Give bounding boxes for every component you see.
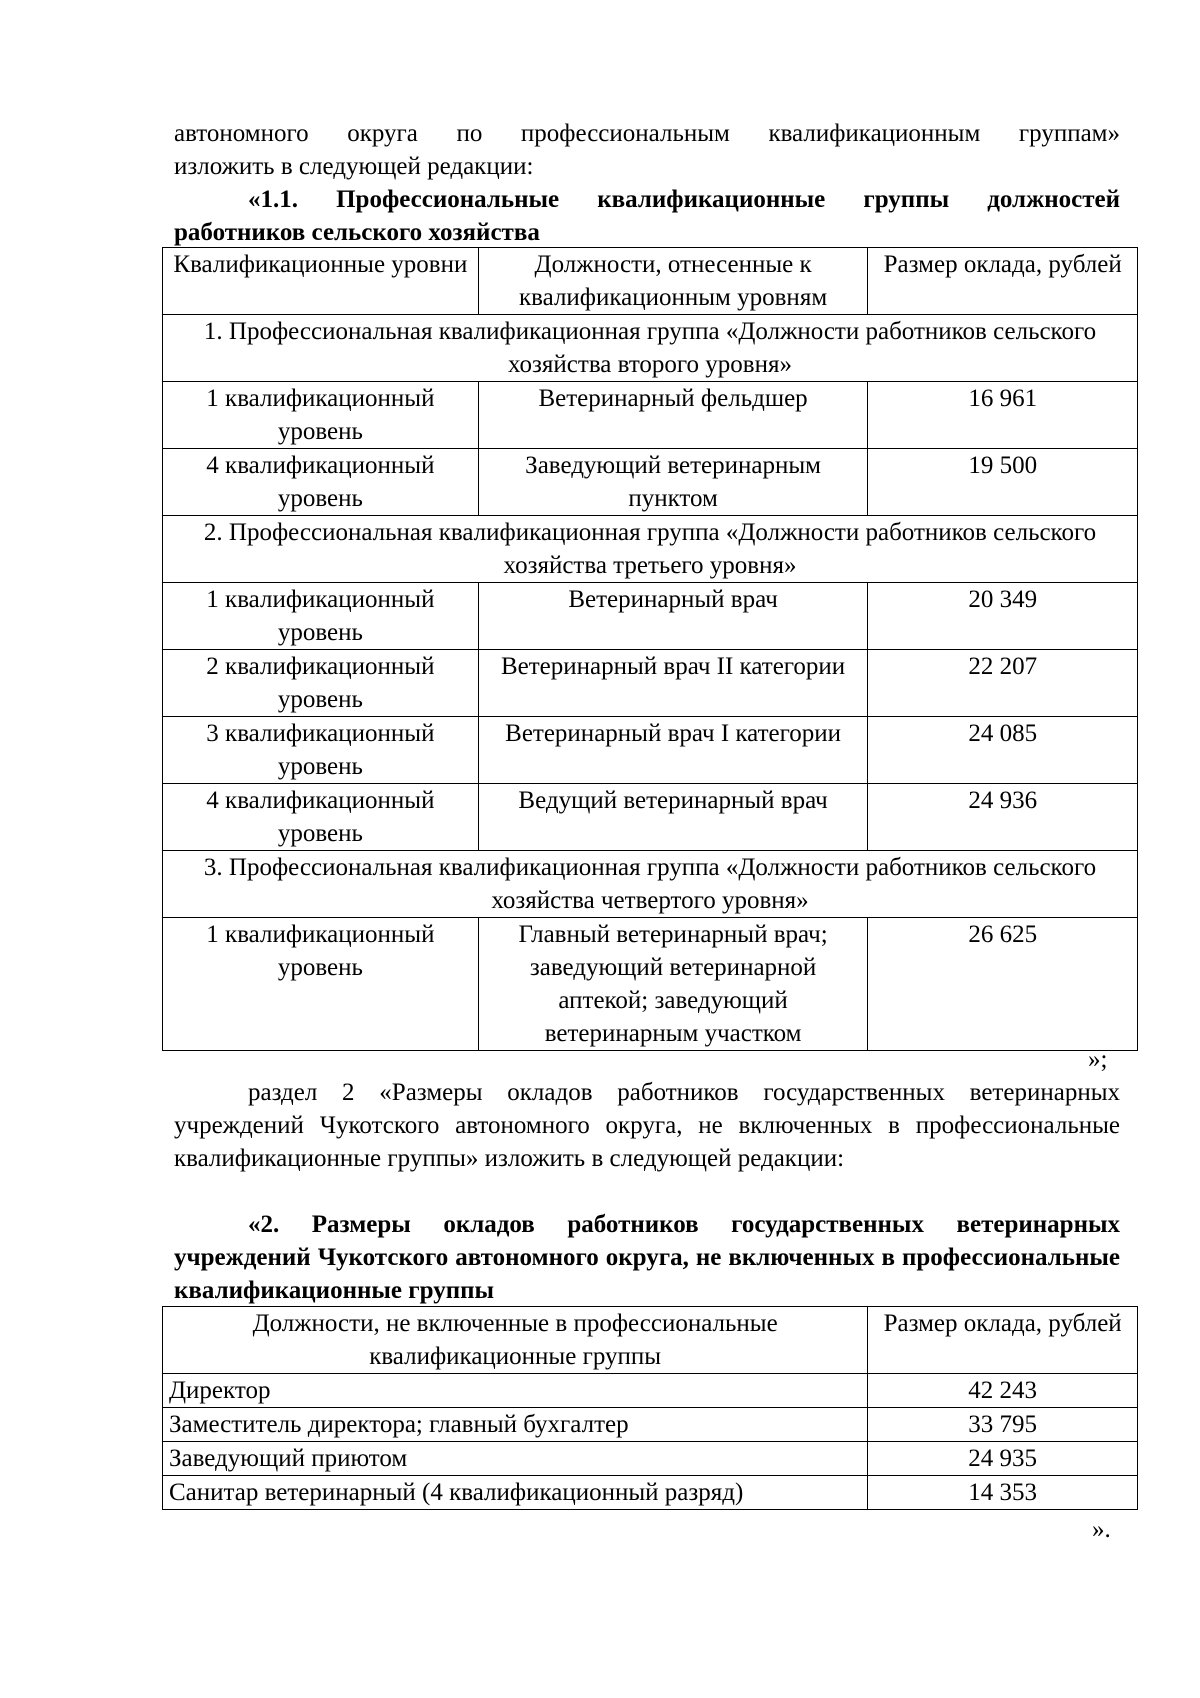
other-positions-table [162, 1306, 1138, 1510]
salary-cell: 14 353 [868, 1476, 1138, 1510]
table-row [163, 1476, 1138, 1510]
salary-cell: 24 085 [868, 717, 1138, 784]
table-row [163, 382, 1138, 449]
table-header-row [163, 1307, 1138, 1374]
salary-cell: 42 243 [868, 1374, 1138, 1408]
level-cell: 4 квалификационный уровень [163, 449, 479, 516]
table-row [163, 717, 1138, 784]
level-cell: 1 квалификационный уровень [163, 382, 479, 449]
level-cell: 1 квалификационный уровень [163, 918, 479, 1051]
position-cell: Заведующий ветеринарным пунктом [478, 449, 868, 516]
level-cell: 3 квалификационный уровень [163, 717, 479, 784]
header-salary: Размер оклада, рублей [868, 1307, 1138, 1374]
position-cell: Ветеринарный врач [478, 583, 868, 650]
position-cell: Заведующий приютом [163, 1442, 868, 1476]
paragraph-2: раздел 2 «Размеры окладов работников государственных ветеринарных учреждений Чукотского автономного округа, не включенных в профессиональные квалификационные группы» изложить в следующей редакции: [174, 1079, 1120, 1172]
table-row [163, 1442, 1138, 1476]
table-row [163, 449, 1138, 516]
header-levels: Квалификационные уровни [163, 248, 479, 315]
position-cell: Ветеринарный фельдшер [478, 382, 868, 449]
salary-cell: 24 936 [868, 784, 1138, 851]
position-cell: Заместитель директора; главный бухгалтер [163, 1408, 868, 1442]
group-title: 1. Профессиональная квалификационная группа «Должности работников сельского хозяйства второго уровня» [163, 315, 1138, 382]
salary-cell: 33 795 [868, 1408, 1138, 1442]
salary-cell: 16 961 [868, 382, 1138, 449]
position-cell: Ведущий ветеринарный врач [478, 784, 868, 851]
section1-heading-line-2: работников сельского хозяйства [174, 219, 540, 246]
salary-cell: 19 500 [868, 449, 1138, 516]
position-cell: Ветеринарный врач I категории [478, 717, 868, 784]
salary-cell: 20 349 [868, 583, 1138, 650]
level-cell: 4 квалификационный уровень [163, 784, 479, 851]
table-header-row [163, 248, 1138, 315]
level-cell: 1 квалификационный уровень [163, 583, 479, 650]
table-row [163, 1374, 1138, 1408]
group-title-row [163, 516, 1138, 583]
header-positions: Должности, отнесенные к квалификационным уровням [478, 248, 868, 315]
table-row [163, 650, 1138, 717]
position-cell: Директор [163, 1374, 868, 1408]
salary-cell: 22 207 [868, 650, 1138, 717]
qualification-groups-table [162, 247, 1138, 1051]
header-positions: Должности, не включенные в профессиональные квалификационные группы [163, 1307, 868, 1374]
group-title-row [163, 315, 1138, 382]
close-quote-1: »; [1088, 1046, 1108, 1073]
section1-heading-line-1: «1.1. Профессиональные квалификационные группы должностей [248, 186, 1120, 213]
position-cell: Главный ветеринарный врач; заведующий ветеринарной аптекой; заведующий ветеринарным участком [478, 918, 868, 1051]
position-cell: Санитар ветеринарный (4 квалификационный разряд) [163, 1476, 868, 1510]
table-row [163, 918, 1138, 1051]
header-salary: Размер оклада, рублей [868, 248, 1138, 315]
group-title: 3. Профессиональная квалификационная группа «Должности работников сельского хозяйства четвертого уровня» [163, 851, 1138, 918]
table-row [163, 784, 1138, 851]
level-cell: 2 квалификационный уровень [163, 650, 479, 717]
intro-line-2: изложить в следующей редакции: [174, 153, 534, 180]
group-title: 2. Профессиональная квалификационная группа «Должности работников сельского хозяйства третьего уровня» [163, 516, 1138, 583]
intro-line-1: автономного округа по профессиональным квалификационным группам» [174, 120, 1120, 147]
salary-cell: 26 625 [868, 918, 1138, 1051]
close-quote-2: ». [1092, 1516, 1111, 1543]
table-row [163, 1408, 1138, 1442]
group-title-row [163, 851, 1138, 918]
table-row [163, 583, 1138, 650]
position-cell: Ветеринарный врач II категории [478, 650, 868, 717]
salary-cell: 24 935 [868, 1442, 1138, 1476]
section2-heading: «2. Размеры окладов работников государственных ветеринарных учреждений Чукотского автономного округа, не включенных в профессиональные квалификационные группы [174, 1211, 1120, 1304]
